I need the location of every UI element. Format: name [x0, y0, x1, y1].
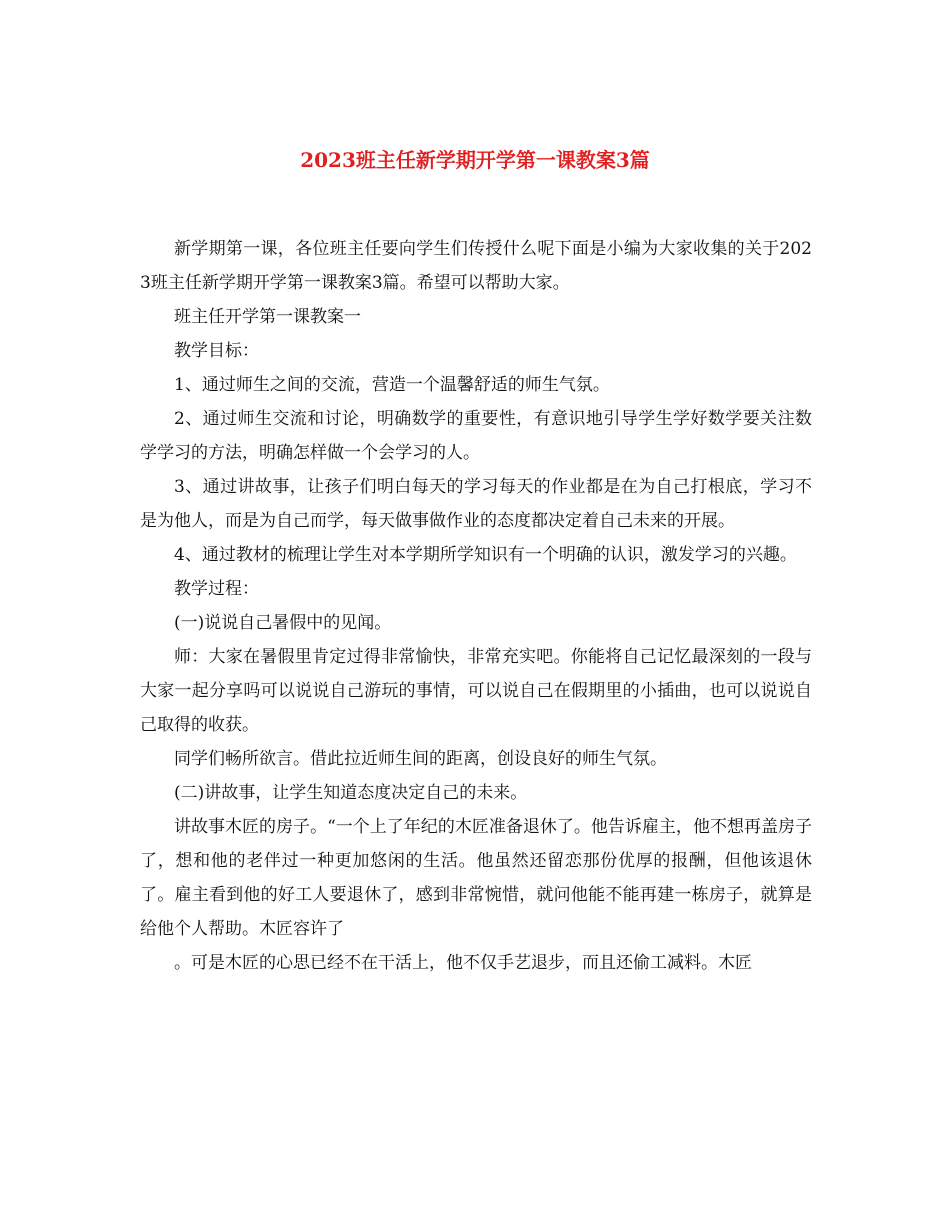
paragraph-step-2-heading: (二)讲故事，让学生知道态度决定自己的未来。: [174, 783, 528, 803]
paragraph-goal-4: 4、通过教材的梳理让学生对本学期所学知识有一个明确的认识，激发学习的兴趣。: [174, 545, 797, 565]
paragraph-carpenter-story: 讲故事木匠的房子。“一个上了年纪的木匠准备退休了。他告诉雇主，他不想再盖房子了，想和他的老伴过一种更加悠闲的生活。他虽然还留恋那份优厚的报酬，但他该退休了。雇主看到他的好工人要退休了，感到非常惋惜，就问他能不能再建一栋房子，就算是给他个人帮助。木匠容许了: [140, 817, 812, 939]
paragraph-teacher-prompt: 师：大家在暑假里肯定过得非常愉快，非常充实吧。你能将自己记忆最深刻的一段与大家一起分享吗可以说说自己游玩的事情，可以说自己在假期里的小插曲，也可以说说自己取得的收获。: [140, 647, 812, 735]
paragraph-goal-2: 2、通过师生交流和讨论，明确数学的重要性，有意识地引导学生学好数学要关注数学学习的方法，明确怎样做一个会学习的人。: [140, 409, 812, 463]
paragraph-goal-1: 1、通过师生之间的交流，营造一个温馨舒适的师生气氛。: [174, 375, 610, 395]
paragraph-carpenter-story-cont: 。可是木匠的心思已经不在干活上，他不仅手艺退步，而且还偷工减料。木匠: [174, 953, 752, 973]
paragraph-goal-3: 3、通过讲故事，让孩子们明白每天的学习每天的作业都是在为自己打根底，学习不是为他人，而是为自己而学，每天做事做作业的态度都决定着自己未来的开展。: [140, 477, 812, 531]
paragraph-step-1-heading: (一)说说自己暑假中的见闻。: [174, 613, 392, 633]
paragraph-process-heading: 教学过程：: [174, 579, 259, 599]
paragraph-goals-heading: 教学目标：: [174, 341, 259, 361]
document-title: 2023班主任新学期开学第一课教案3篇: [300, 148, 650, 172]
document-body: [140, 232, 812, 980]
paragraph-intro: 新学期第一课，各位班主任要向学生们传授什么呢下面是小编为大家收集的关于2023班主任新学期开学第一课教案3篇。希望可以帮助大家。: [140, 239, 812, 293]
paragraph-plan-one-heading: 班主任开学第一课教案一: [174, 307, 361, 327]
paragraph-students-share: 同学们畅所欲言。借此拉近师生间的距离，创设良好的师生气氛。: [174, 749, 667, 769]
